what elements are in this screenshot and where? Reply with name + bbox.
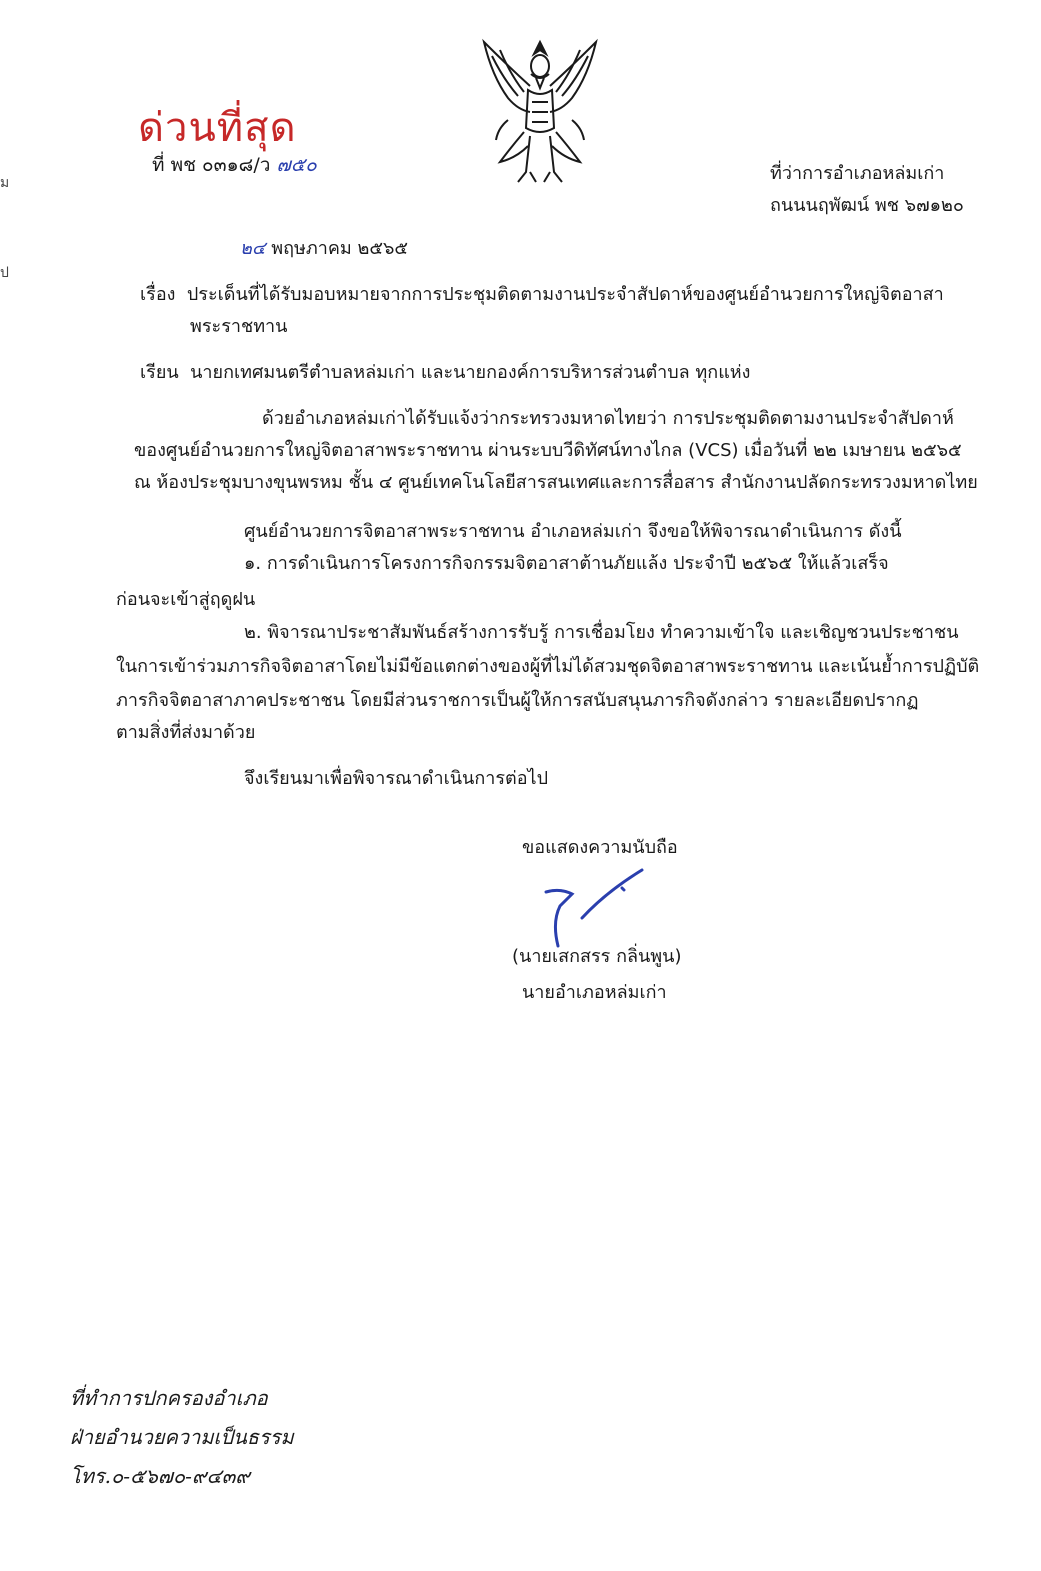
body-list-item-continuation: ตามสิ่งที่ส่งมาด้วย [116,722,256,743]
signature-mark-icon [510,862,670,952]
subject-text: ประเด็นที่ได้รับมอบหมายจากการประชุมติดตามงานประจำสัปดาห์ของศูนย์อำนวยการใหญ่จิตอาสา [186,284,944,305]
recipient-text: นายกเทศมนตรีตำบลหล่มเก่า และนายกองค์การบริหารส่วนตำบล ทุกแห่ง [190,362,751,383]
subject-label: เรื่อง [140,284,176,305]
body-paragraph-line: ด้วยอำเภอหล่มเก่าได้รับแจ้งว่ากระทรวงมหาดไทยว่า การประชุมติดตามงานประจำสัปดาห์ [262,408,954,429]
document-number-prefix: ที่ พช ๐๓๑๘/ว [152,154,271,176]
recipient-line [140,357,750,386]
office-address-line: ถนนนฤพัฒน์ พช ๖๗๑๒๐ [770,195,964,216]
footer-line: ฝ่ายอำนวยความเป็นธรรม [70,1425,294,1449]
subject-line [140,279,944,308]
body-paragraph-line: ศูนย์อำนวยการจิตอาสาพระราชทาน อำเภอหล่มเก่า จึงขอให้พิจารณาดำเนินการ ดังนี้ [244,521,902,542]
body-list-item-continuation: ก่อนจะเข้าสู่ฤดูฝน [116,589,256,610]
date-month-year: พฤษภาคม ๒๕๖๕ [271,238,409,259]
subject-continuation: พระราชทาน [190,316,288,337]
document-number [152,150,317,180]
body-list-item-continuation: ในการเข้าร่วมภารกิจจิตอาสาโดยไม่มีข้อแตกต่างของผู้ที่ไม่ได้สวมชุดจิตอาสาพระราชทาน และเน้นย้ำการปฏิบัติ [116,656,980,677]
body-list-item: ๒. พิจารณาประชาสัมพันธ์สร้างการรับรู้ การเชื่อมโยง ทำความเข้าใจ และเชิญชวนประชาชน [244,622,959,643]
recipient-label: เรียน [140,362,179,383]
edge-mark: ป [0,265,9,281]
signer-title: นายอำเภอหล่มเก่า [522,982,667,1003]
garuda-emblem-icon [478,36,602,186]
body-closing-sentence: จึงเรียนมาเพื่อพิจารณาดำเนินการต่อไป [244,768,549,789]
date-day-handwritten: ๒๔ [240,238,266,259]
footer-line: ที่ทำการปกครองอำเภอ [70,1386,268,1410]
document-date [240,233,408,262]
edge-mark: ม [0,175,10,191]
body-paragraph-line: ของศูนย์อำนวยการใหญ่จิตอาสาพระราชทาน ผ่านระบบวีดิทัศน์ทางไกล (VCS) เมื่อวันที่ ๒๒ เมษายน ๒๕๖๕ [134,440,962,461]
closing-salutation: ขอแสดงความนับถือ [522,837,678,858]
document-number-handwritten: ๗๕๐ [276,154,317,176]
urgency-stamp: ด่วนที่สุด [138,105,297,151]
body-list-item-continuation: ภารกิจจิตอาสาภาคประชาชน โดยมีส่วนราชการเป็นผู้ให้การสนับสนุนภารกิจดังกล่าว รายละเอียดปรากฏ [116,690,919,711]
signer-name: (นายเสกสรร กลิ่นพูน) [512,946,682,967]
body-paragraph-line: ณ ห้องประชุมบางขุนพรหม ชั้น ๔ ศูนย์เทคโนโลยีสารสนเทศและการสื่อสาร สำนักงานปลัดกระทรวงมหาดไทย [134,472,978,493]
body-list-item: ๑. การดำเนินการโครงการกิจกรรมจิตอาสาต้านภัยแล้ง ประจำปี ๒๕๖๕ ให้แล้วเสร็จ [244,553,889,574]
office-address-line: ที่ว่าการอำเภอหล่มเก่า [770,163,945,184]
footer-phone: โทร.๐-๕๖๗๐-๙๔๓๙ [70,1464,250,1488]
